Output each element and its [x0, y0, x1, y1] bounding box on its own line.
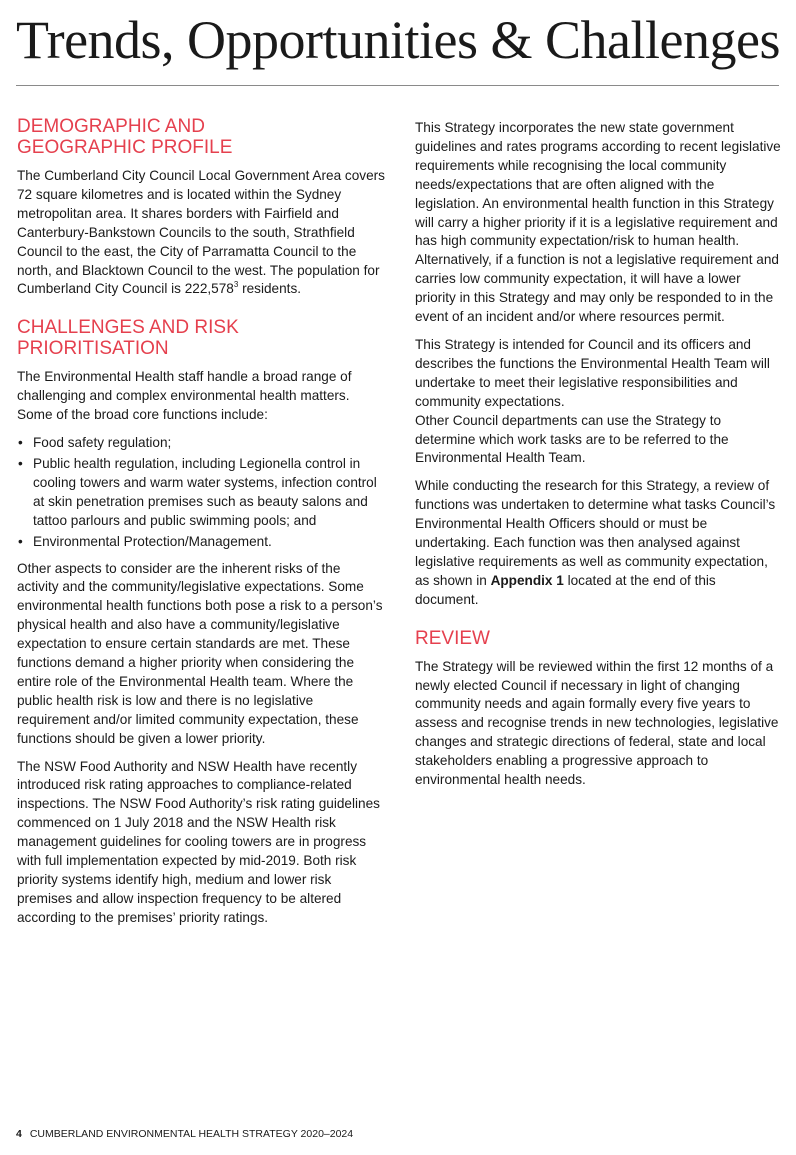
appendix-reference: Appendix 1 [490, 572, 564, 588]
page-title: Trends, Opportunities & Challenges [16, 10, 780, 70]
challenges-heading [17, 317, 385, 359]
other-departments-text: Other Council departments can use the Strategy to determine which work tasks are to be referred to the Environmental Health Team. [415, 412, 729, 466]
intended-paragraph [415, 336, 781, 468]
list-item: • Environmental Protection/Management. [17, 533, 385, 552]
page-number: 4 [16, 1128, 22, 1140]
demographic-heading-line1: DEMOGRAPHIC AND [17, 116, 205, 137]
risk-paragraph: Other aspects to consider are the inherent risks of the activity and the community/legislative expectations. Some environmental health functions both pose a risk to a person’s physical health and also have a community/legislative expectation to ensure certain standards are met. These functions demand a higher priority when considering the entire role of the Environmental Health team. Where the public health risk is low and there is no legislative requirement and/or limited community expectation, these functions should be given a lower priority. [17, 560, 383, 746]
challenges-heading-line2: PRIORITISATION [17, 338, 169, 360]
footnote-marker: 3 [233, 280, 239, 290]
research-text-end: located at the end of this document. [415, 572, 716, 607]
challenges-heading-line1: CHALLENGES AND RISK [17, 317, 239, 339]
strategy-paragraph: This Strategy incorporates the new state government guidelines and rates programs according to recent legislative requirements while recognising the local community needs/expectations that are often aligned with the legislation. An environmental health function in this Strategy will carry a higher priority if it is a legislative requirement and has high community expectation/risk to human health. Alternatively, if a function is not a legislative requirement and carries low community expectation, it will have a lower priority in this Strategy and may only be responded to in the event of an incident and/or where resources permit. [415, 120, 781, 325]
demographic-text: The Cumberland City Council Local Government Area covers 72 square kilometres and is located within the Sydney metropolitan area. It shares borders with Fairfield and Canterbury-Bankstown Councils to the south, Strathfield Council to the east, the City of Parramatta Council to the north, and Blacktown Council to the west. The population for Cumberland City Council is 222,578 [17, 168, 385, 297]
left-column [17, 116, 385, 937]
demographic-text-end: residents. [238, 281, 302, 297]
demographic-heading [17, 116, 385, 158]
research-text: While conducting the research for this Strategy, a review of functions was undertaken to determine what tasks Council’s Environmental Health Officers should or must be undertaking. Each function was then analysed against legislative requirements as well as community expectation, as shown in [415, 478, 776, 588]
research-paragraph [415, 477, 781, 609]
title-divider [16, 85, 779, 86]
list-item: • Public health regulation, including Legionella control in cooling towers and warm water systems, infection control at skin penetration premises such as beauty salons and tattoo parlours and public swimming pools; and [17, 455, 385, 531]
nsw-paragraph: The NSW Food Authority and NSW Health have recently introduced risk rating approaches to compliance-related inspections. The NSW Food Authority’s risk rating guidelines commenced on 1 July 2018 and the NSW Health risk management guidelines for cooling towers are in progress with full implementation expected by mid-2019. Both risk priority systems identify high, medium and lower risk premises and allow inspection frequency to be altered according to the premises’ priority ratings. [17, 758, 380, 925]
demographic-paragraph [17, 167, 385, 299]
page-footer [16, 1128, 353, 1140]
challenges-intro: The Environmental Health staff handle a broad range of challenging and complex environmental health matters. Some of the broad core functions include: [17, 369, 352, 423]
review-heading: REVIEW [415, 627, 490, 649]
footer-document-title: CUMBERLAND ENVIRONMENTAL HEALTH STRATEGY 2020–2024 [29, 1128, 354, 1140]
demographic-heading-line2: GEOGRAPHIC PROFILE [17, 137, 233, 158]
list-item: • Food safety regulation; [17, 434, 385, 453]
intended-text: This Strategy is intended for Council and its officers and describes the functions the Environmental Health Team will undertake to meet their legislative responsibilities and community expectations. [415, 336, 770, 409]
review-paragraph: The Strategy will be reviewed within the first 12 months of a newly elected Council if necessary in light of changing community needs and again formally every five years to assess and recognise trends in new technologies, legislative changes and strategic directions of federal, state and local stakeholders enabling a progressive approach to environmental health needs. [415, 658, 779, 788]
right-column [415, 119, 781, 799]
core-functions-list [17, 434, 385, 551]
